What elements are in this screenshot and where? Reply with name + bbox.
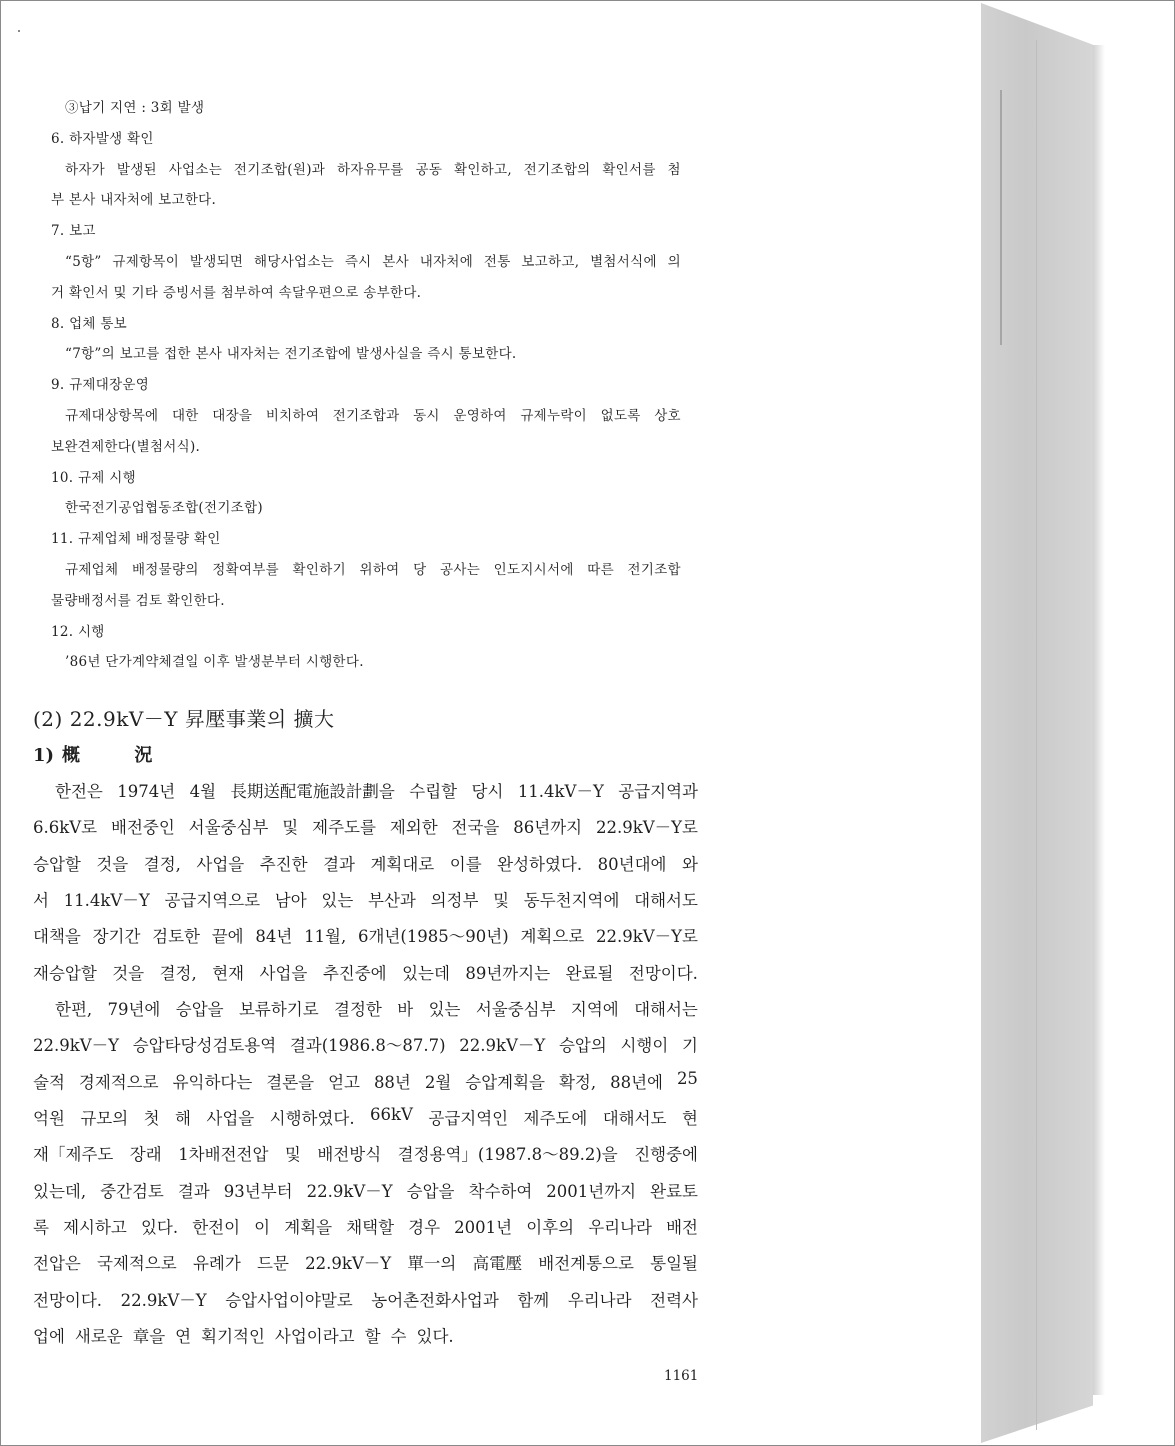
item-heading: 12. 시행 xyxy=(51,624,105,640)
body-word: 술적 xyxy=(33,1073,65,1092)
item-word: 확인서를 xyxy=(602,162,656,178)
item-word: 당 xyxy=(413,562,427,578)
body-word: 승압을 xyxy=(175,1000,224,1019)
item-line xyxy=(65,250,681,270)
body-word: 배전 xyxy=(666,1218,698,1237)
body-word: 완료될 xyxy=(565,964,614,983)
body-line xyxy=(33,851,698,875)
item-word: 인도지시서에 xyxy=(493,562,574,578)
body-word: 통일될 xyxy=(650,1254,698,1273)
body-word: 11.4kV－Y xyxy=(517,782,604,801)
body-word: 전망이다. xyxy=(628,964,698,983)
body-word: 서울중심부 xyxy=(475,1000,556,1019)
body-word: 11월, xyxy=(304,927,347,946)
item-word: 즉시 xyxy=(344,254,372,270)
body-word: 완성하였다. xyxy=(497,855,583,874)
body-word: 배전계통으로 xyxy=(538,1254,634,1273)
body-word: 한전은 xyxy=(55,782,103,801)
item-heading: 7. 보고 xyxy=(51,223,96,239)
body-word: 전망이다. xyxy=(33,1291,103,1310)
body-word: 승압사업이야말로 xyxy=(225,1291,353,1310)
body-word: 2001년까지 xyxy=(546,1182,637,1201)
body-word: 록 xyxy=(33,1218,49,1237)
scan-dot xyxy=(18,30,20,32)
body-word: 22.9kV－Y xyxy=(120,1291,207,1310)
body-word: 현재 xyxy=(212,964,245,983)
body-word: 농어촌전화사업과 xyxy=(371,1291,499,1310)
body-word: 장래 xyxy=(129,1145,162,1164)
body-line xyxy=(33,1178,698,1202)
body-word: 79년에 xyxy=(107,1000,161,1019)
body-word: 있다. xyxy=(416,1327,454,1346)
body-word: 시행하였다. xyxy=(269,1109,355,1128)
section-title: (2) 22.9kV－Y 昇壓事業의 擴大 xyxy=(33,707,335,731)
body-word: 배전중인 xyxy=(111,818,175,837)
body-word: 6.6kV로 xyxy=(33,818,98,837)
body-word: 대해서도 xyxy=(634,891,698,910)
body-word: 2001년 xyxy=(454,1218,513,1237)
body-word: 章을 xyxy=(132,1327,166,1346)
page-number: 1161 xyxy=(664,1368,699,1384)
item-line: 보완견제한다(별첨서식). xyxy=(51,439,201,455)
body-word: 있다. xyxy=(140,1218,179,1237)
book-edge-line xyxy=(1036,40,1037,1430)
body-line xyxy=(33,1069,698,1093)
body-word: 사업이라고 xyxy=(274,1327,355,1346)
item-word: 상호 xyxy=(654,408,681,424)
body-word: 드문 xyxy=(257,1254,289,1273)
body-word: 있는데, xyxy=(33,1182,87,1201)
body-line xyxy=(33,960,698,984)
body-word: 22.9kV－Y xyxy=(33,1036,120,1055)
item-line: 부 본사 내자처에 보고한다. xyxy=(51,192,217,208)
item-word: 규제업체 xyxy=(65,562,119,578)
item-word: 내자처에 xyxy=(419,254,474,270)
body-word: 착수하여 xyxy=(468,1182,533,1201)
body-word: 서울중심부 xyxy=(188,818,269,837)
item-word: 발생되면 xyxy=(189,254,244,270)
body-word: 사업을 xyxy=(196,855,245,874)
body-word: 첫 xyxy=(143,1109,160,1128)
body-word: 승압계획을 xyxy=(465,1073,545,1092)
body-word: 현 xyxy=(681,1109,698,1128)
body-word: 유익하다는 xyxy=(172,1073,253,1092)
body-line xyxy=(33,1323,454,1347)
body-word: 93년부터 xyxy=(223,1182,293,1201)
item-heading: 6. 하자발생 확인 xyxy=(51,131,154,147)
body-line xyxy=(33,1105,698,1129)
item-word: 확인하기 xyxy=(292,562,346,578)
item-word: 확인하고, xyxy=(454,162,512,178)
item-line xyxy=(65,158,681,178)
item-line: 한국전기공업협동조합(전기조합) xyxy=(65,500,263,516)
item-line: ’86년 단가계약체결일 이후 발생분부터 시행한다. xyxy=(65,654,364,670)
body-line xyxy=(33,1141,698,1165)
body-word: 규모의 xyxy=(80,1109,129,1128)
item-word: 비치하여 xyxy=(265,408,320,424)
item-word: 사업소는 xyxy=(168,162,223,178)
body-word: 및 xyxy=(282,818,299,837)
body-word: 및 xyxy=(284,1145,301,1164)
body-word: 승압타당성검토용역 xyxy=(132,1036,277,1055)
item-word: “5항” xyxy=(65,254,102,270)
body-word: 高電壓 xyxy=(472,1254,523,1273)
body-word: 경제적으로 xyxy=(78,1073,159,1092)
body-word: 있는데 xyxy=(402,964,450,983)
body-word: 부산과 xyxy=(368,891,416,910)
body-word: 승압할 xyxy=(33,855,81,874)
body-word: 제주도에 xyxy=(523,1109,588,1128)
item-word: 대한 xyxy=(171,408,199,424)
body-word: 25 xyxy=(676,1069,698,1088)
body-word: 바 xyxy=(397,1000,414,1019)
subsection-number: 1) xyxy=(33,745,55,766)
body-word: 완료토 xyxy=(650,1182,698,1201)
body-word: 것을 xyxy=(96,855,129,874)
body-word: 시행이 xyxy=(620,1036,669,1055)
body-word: 배전방식 xyxy=(317,1145,382,1164)
body-word: 공급지역으로 xyxy=(164,891,261,910)
body-word: 6개년(1985～90년) xyxy=(358,927,509,946)
body-word: 88년 xyxy=(373,1073,411,1092)
body-word: 11.4kV－Y xyxy=(63,891,150,910)
item-word: 별첨서식에 xyxy=(590,254,657,270)
item-word: 배정물량의 xyxy=(131,562,199,578)
body-word: 계획으로 xyxy=(520,927,585,946)
body-word: 80년대에 xyxy=(597,855,667,874)
item-word: 공동 xyxy=(415,162,443,178)
body-word: 한편, xyxy=(55,1000,93,1019)
body-word: 제외한 xyxy=(389,818,438,837)
item-word: 전기조합 xyxy=(627,562,681,578)
body-word: 22.9kV－Y xyxy=(459,1036,546,1055)
body-word: 84년 xyxy=(255,927,293,946)
body-line xyxy=(33,814,698,838)
body-word: 22.9kV－Y xyxy=(306,1182,393,1201)
item-line: ③납기 지연 : 3회 발생 xyxy=(65,100,205,116)
body-word: 진행중에 xyxy=(634,1145,698,1164)
body-word: 의정부 xyxy=(430,891,479,910)
item-word: 공사는 xyxy=(440,562,481,578)
item-word: 동시 xyxy=(413,408,440,424)
item-word: 의 xyxy=(667,254,681,270)
body-word: 추진한 xyxy=(259,855,308,874)
body-word: 유례가 xyxy=(192,1254,241,1273)
body-word: 공급지역과 xyxy=(618,782,698,801)
body-word: 이후의 xyxy=(526,1218,575,1237)
body-word: 대해서는 xyxy=(634,1000,698,1019)
body-line xyxy=(33,923,698,947)
body-word: 해 xyxy=(174,1109,191,1128)
body-word: 및 xyxy=(493,891,510,910)
body-word: 확정, xyxy=(558,1073,597,1092)
body-line xyxy=(33,1032,698,1056)
body-word: 22.9kV－Y로 xyxy=(595,927,698,946)
item-word: 전기조합(원)과 xyxy=(233,162,326,178)
item-word: 전통 xyxy=(483,254,511,270)
body-word: 결론을 xyxy=(266,1073,315,1092)
body-word: 88년에 xyxy=(610,1073,663,1092)
body-word: 우리나라 xyxy=(567,1291,632,1310)
item-line: “7항”의 보고를 접한 본사 내자처는 전기조합에 발생사실을 즉시 통보한다. xyxy=(65,346,517,362)
body-word: 남아 xyxy=(274,891,307,910)
body-word: 대책을 xyxy=(33,927,81,946)
body-word: 억원 xyxy=(33,1109,65,1128)
body-word: 2월 xyxy=(424,1073,452,1092)
body-word: 새로운 xyxy=(74,1327,123,1346)
body-word: 승압의 xyxy=(558,1036,607,1055)
body-word: 업에 xyxy=(33,1327,65,1346)
item-word: 규제항목이 xyxy=(112,254,180,270)
item-line xyxy=(65,558,681,578)
body-word: 동두천지역에 xyxy=(523,891,620,910)
body-word: 결과 xyxy=(177,1182,210,1201)
item-word: 전기조합의 xyxy=(523,162,591,178)
body-line xyxy=(33,887,698,911)
body-word: 끝에 xyxy=(211,927,244,946)
body-word: 사업을 xyxy=(206,1109,255,1128)
body-word: 4월 xyxy=(189,782,217,801)
item-word: 첨 xyxy=(667,162,681,178)
body-word: 결정용역」(1987.8～89.2)을 xyxy=(397,1145,618,1164)
item-word: 정확여부를 xyxy=(212,562,279,578)
body-word: 22.9kV－Y로 xyxy=(596,818,698,837)
body-word: 계획을 xyxy=(284,1218,333,1237)
book-edge-line xyxy=(1000,90,1002,345)
body-word: 제시하고 xyxy=(63,1218,127,1237)
body-word: 결정, xyxy=(143,855,181,874)
body-word: 86년까지 xyxy=(513,818,583,837)
body-word: 결정, xyxy=(159,964,197,983)
body-word: 재「제주도 xyxy=(33,1145,114,1164)
body-word: 계획대로 xyxy=(370,855,435,874)
body-word: 국제적으로 xyxy=(97,1254,177,1273)
body-word: 승압을 xyxy=(406,1182,455,1201)
body-word: 추진중에 xyxy=(322,964,387,983)
body-word: 1974년 xyxy=(117,782,176,801)
item-heading: 10. 규제 시행 xyxy=(51,470,136,486)
body-word: 기 xyxy=(681,1036,698,1055)
book-edge xyxy=(981,3,1093,1443)
body-line xyxy=(55,778,698,802)
body-line xyxy=(33,1250,698,1274)
item-word: 본사 xyxy=(382,254,409,270)
body-word: 있는 xyxy=(428,1000,461,1019)
body-word: 할 xyxy=(364,1327,381,1346)
body-word: 채택할 xyxy=(346,1218,395,1237)
body-word: 서 xyxy=(33,891,49,910)
item-heading: 9. 규제대장운영 xyxy=(51,377,150,393)
item-word: 위하여 xyxy=(359,562,400,578)
body-word: 재승압할 xyxy=(33,964,97,983)
body-word: 결과 xyxy=(323,855,355,874)
body-word: 대해서도 xyxy=(602,1109,667,1128)
body-word: 66kV xyxy=(370,1105,413,1124)
body-word: 전국을 xyxy=(451,818,500,837)
body-word: 경우 xyxy=(408,1218,441,1237)
body-word: 지역에 xyxy=(570,1000,619,1019)
body-word: 수립할 xyxy=(409,782,458,801)
item-line xyxy=(65,404,681,424)
item-word: 규제누락이 xyxy=(520,408,588,424)
subsection-title xyxy=(33,741,176,767)
body-word: 보류하기로 xyxy=(238,1000,319,1019)
item-heading: 8. 업체 통보 xyxy=(51,316,128,332)
body-line xyxy=(33,1214,698,1238)
body-word: 우리나라 xyxy=(588,1218,652,1237)
subsection-label: 概 況 xyxy=(62,745,177,766)
body-word: 單一의 xyxy=(407,1254,457,1273)
item-line: 거 확인서 및 기타 증빙서를 첨부하여 속달우편으로 송부한다. xyxy=(51,285,422,301)
body-word: 함께 xyxy=(517,1291,550,1310)
item-word: 하자가 xyxy=(65,162,106,178)
body-word: 1차배전전압 xyxy=(178,1145,269,1164)
item-heading: 11. 규제업체 배정물량 확인 xyxy=(51,531,221,547)
item-line: 물량배정서를 검토 확인한다. xyxy=(51,593,225,609)
body-word: 22.9kV－Y xyxy=(305,1254,392,1273)
body-word: 전압은 xyxy=(33,1254,81,1273)
item-word: 전기조합과 xyxy=(332,408,400,424)
body-word: 획기적인 xyxy=(201,1327,265,1346)
body-word: 사업을 xyxy=(259,964,308,983)
item-word: 하자유무를 xyxy=(336,162,404,178)
body-line xyxy=(33,1287,698,1311)
body-word: 와 xyxy=(681,855,698,874)
item-word: 대장을 xyxy=(212,408,253,424)
item-word: 없도록 xyxy=(600,408,641,424)
body-word: 있는 xyxy=(321,891,354,910)
item-word: 발생된 xyxy=(116,162,157,178)
body-word: 이 xyxy=(254,1218,271,1237)
item-word: 해당사업소는 xyxy=(254,254,335,270)
body-word: 장기간 xyxy=(92,927,141,946)
body-word: 이를 xyxy=(449,855,482,874)
body-word: 검토한 xyxy=(152,927,200,946)
body-word: 長期送配電施設計劃을 xyxy=(230,782,395,801)
body-word: 한전이 xyxy=(192,1218,241,1237)
body-word: 수 xyxy=(390,1327,407,1346)
body-word: 중간검토 xyxy=(100,1182,164,1201)
body-word: 것을 xyxy=(112,964,145,983)
body-word: 얻고 xyxy=(328,1073,360,1092)
book-shadow xyxy=(1093,45,1105,1395)
item-word: 운영하여 xyxy=(453,408,507,424)
body-word: 연 xyxy=(175,1327,192,1346)
body-word: 제주도를 xyxy=(312,818,376,837)
body-word: 당시 xyxy=(471,782,504,801)
body-word: 공급지역인 xyxy=(428,1109,509,1128)
body-word: 결과(1986.8～87.7) xyxy=(289,1036,446,1055)
body-word: 89년까지는 xyxy=(465,964,551,983)
item-word: 보고하고, xyxy=(521,254,580,270)
body-word: 결정한 xyxy=(334,1000,382,1019)
item-word: 규제대상항목에 xyxy=(65,408,159,424)
body-line xyxy=(55,996,698,1020)
item-word: 따른 xyxy=(587,562,614,578)
body-word: 전력사 xyxy=(650,1291,698,1310)
